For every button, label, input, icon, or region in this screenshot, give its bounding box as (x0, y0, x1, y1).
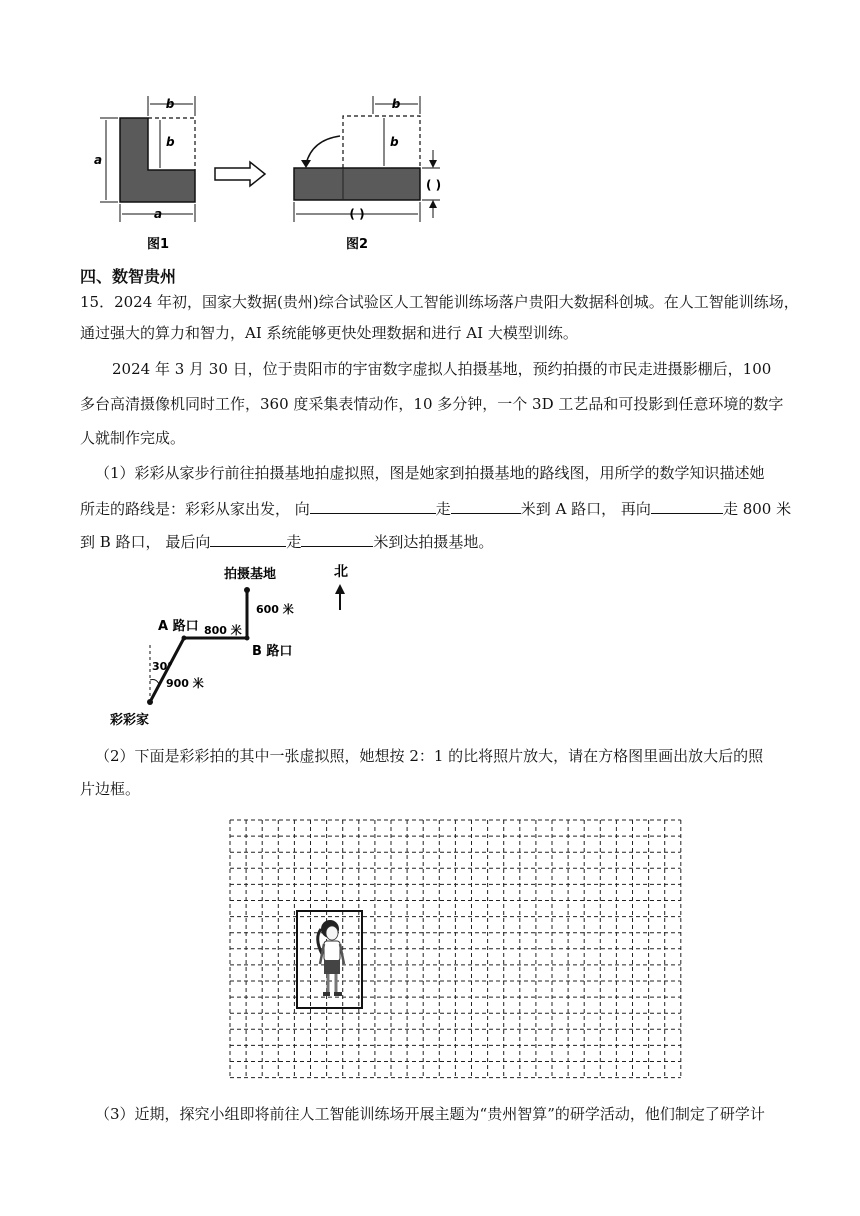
q1-text-e: 到 B 路口， 最后向 (80, 533, 211, 551)
q1-text-b: 走 (435, 500, 451, 518)
north-arrow-icon (335, 584, 345, 610)
fig2-blank-bottom: ( ) (349, 207, 365, 221)
question-1-line-2 (80, 497, 791, 519)
problem-para-5: 人就制作完成。 (80, 429, 186, 447)
figure-2 (294, 96, 441, 252)
b-junction-point (245, 636, 250, 641)
answer-blank-direction-1[interactable] (310, 497, 436, 514)
q1-text-d: 走 800 米 (722, 500, 792, 518)
q1-text-a: 所走的路线是：彩彩从家出发， 向 (80, 500, 310, 518)
answer-blank-distance-1[interactable] (451, 497, 521, 514)
b-label: B 路口 (252, 644, 293, 659)
problem-para-2: 通过强大的算力和智力，AI 系统能够更快处理数据和进行 AI 大模型训练。 (80, 324, 578, 342)
problem-para-4: 多台高清摄像机同时工作，360 度采集表情动作，10 多分钟，一个 3D 工艺品和可投影到任意环境的数字 (80, 395, 784, 413)
question-2-line-2: 片边框。 (80, 780, 141, 798)
fig2-blank-right: ( ) (426, 178, 442, 192)
fig2-caption: 图2 (345, 237, 369, 252)
base-point (244, 587, 250, 593)
home-label: 彩彩家 (110, 713, 150, 728)
answer-blank-direction-2[interactable] (651, 497, 723, 514)
seg-600-label: 600 米 (256, 603, 294, 616)
route-map (100, 560, 380, 730)
home-point (147, 699, 153, 705)
seg-800-label: 800 米 (204, 624, 242, 637)
fig2-label-b-top: b (391, 97, 401, 111)
q1-text-c: 米到 A 路口， 再向 (520, 500, 651, 518)
question-2-line-1: （2）下面是彩彩拍的其中一张虚拟照，她想按 2：1 的比将照片放大，请在方格图里画出放大后的照 (95, 747, 764, 765)
fig2-label-b-inner: b (390, 135, 399, 149)
drawing-grid[interactable] (226, 814, 688, 1084)
transform-arrow (215, 162, 265, 186)
north-label: 北 (334, 564, 348, 580)
section-title: 四、数智贵州 (80, 267, 177, 286)
q1-text-g: 米到达拍摄基地。 (373, 533, 494, 551)
figure-1 (94, 96, 195, 252)
girl-figure-image (318, 920, 344, 996)
a-junction-point (182, 636, 187, 641)
question-1-line-1: （1）彩彩从家步行前往拍摄基地拍虚拟照，图是她家到拍摄基地的路线图，用所学的数学知识描述她 (95, 464, 765, 482)
problem-para-3: 2024 年 3 月 30 日，位于贵阳市的宇宙数字虚拟人拍摄基地，预约拍摄的市民走进摄影棚后，100 (112, 360, 772, 378)
angle-label: 30° (152, 660, 173, 673)
seg-900-label: 900 米 (166, 677, 204, 690)
fig1-caption: 图1 (146, 237, 170, 252)
q1-text-f: 走 (286, 533, 302, 551)
label-b-inner: b (166, 135, 175, 149)
problem-para-1: 15．2024 年初，国家大数据(贵州)综合试验区人工智能训练场落户贵阳大数据科创城。在人工智能训练场， (80, 293, 799, 311)
answer-blank-direction-3[interactable] (210, 530, 286, 547)
answer-blank-distance-3[interactable] (301, 530, 373, 547)
label-b-top: b (165, 97, 175, 111)
question-3-line-1: （3）近期，探究小组即将前往人工智能训练场开展主题为“贵州智算”的研学活动，他们制定了研学计 (95, 1105, 765, 1123)
label-a-left: a (94, 153, 103, 167)
area-figures (80, 88, 480, 256)
question-1-line-3 (80, 530, 493, 552)
a-label: A 路口 (158, 619, 199, 634)
label-a-bottom: a (153, 207, 163, 221)
base-label: 拍摄基地 (224, 567, 277, 582)
